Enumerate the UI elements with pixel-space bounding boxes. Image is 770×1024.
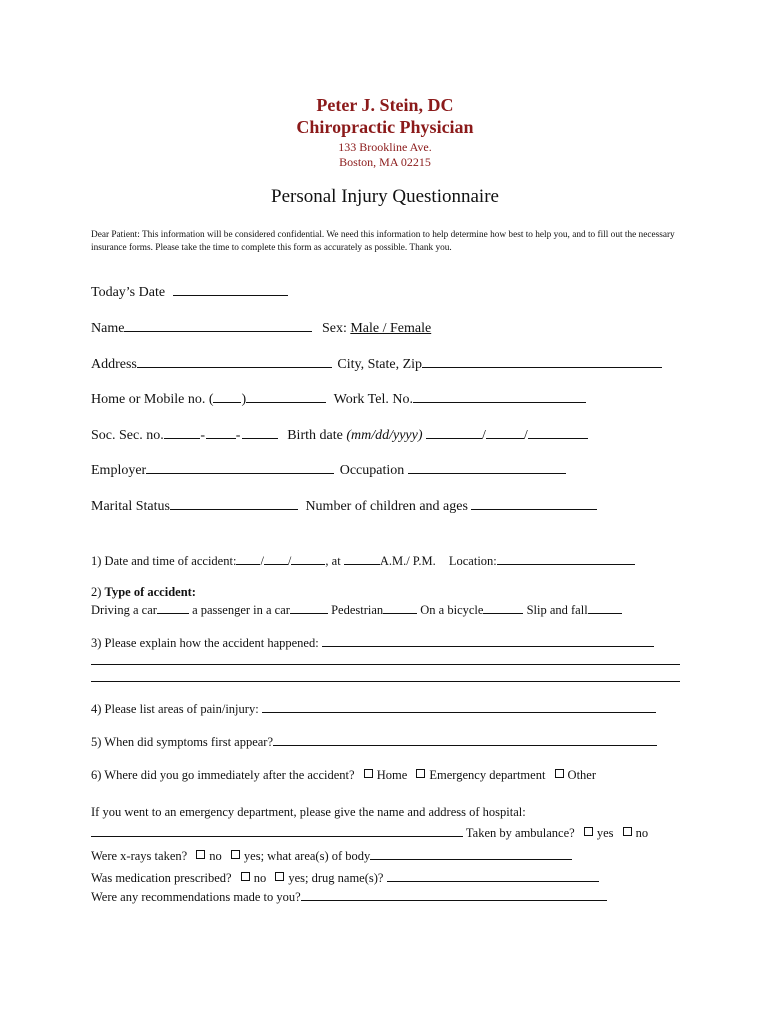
employer-label: Employer [91,463,147,478]
ssn-dash: - [235,428,241,443]
ambulance-yes-label: yes [596,826,614,840]
xrays-row [91,847,572,864]
q2-slip-field[interactable] [588,601,622,614]
birth-date-format: (mm/dd/yyyy) [346,428,423,443]
medication-row [91,869,599,886]
recommendations-label: Were any recommendations made to you? [91,890,301,904]
q3-field[interactable] [322,634,654,647]
intro-note: Dear Patient: This information will be considered confidential. We need this information to help determine how best to help you, and to fill out the necessary insurance forms. Please take the time to complete this form as accurately as possible. Thank you. [91,230,675,253]
q3-label: 3) Please explain how the accident happened: [91,636,319,650]
recommendations-field[interactable] [301,888,607,901]
employer-field[interactable] [146,461,334,474]
q1-time-field[interactable] [344,552,380,565]
q4-row [91,700,656,717]
medication-label: Was medication prescribed? [91,871,232,885]
q3-field-line-3[interactable] [91,681,680,682]
q6-other-label: Other [567,768,597,782]
marital-status-field[interactable] [170,497,298,510]
ssn-field-3[interactable] [242,426,278,439]
address-row [91,355,662,373]
name-row [91,319,431,337]
hospital-field[interactable] [91,824,463,837]
todays-date-row [91,283,288,301]
xrays-yes-checkbox[interactable] [231,850,240,859]
xrays-label: Were x-rays taken? [91,849,188,863]
xrays-no-label: no [209,849,222,863]
q6-row [91,768,596,783]
work-tel-label: Work Tel. No. [333,392,413,407]
q1-year-field[interactable] [291,552,325,565]
area-code-field[interactable] [213,390,241,403]
address-field[interactable] [137,355,332,368]
q4-field[interactable] [262,700,656,713]
ssn-label: Soc. Sec. no. [91,428,164,443]
paren-close: ) [241,392,247,407]
ssn-field-2[interactable] [206,426,236,439]
ambulance-no-label: no [635,826,649,840]
q5-row [91,733,657,750]
q6-home-label: Home [376,768,408,782]
children-field[interactable] [471,497,597,510]
q4-label: 4) Please list areas of pain/injury: [91,702,259,716]
q1-at: , at [325,554,341,568]
birth-year-field[interactable] [528,426,588,439]
city-state-zip-field[interactable] [422,355,662,368]
hospital-label: If you went to an emergency department, please give the name and address of hospital: [91,805,526,819]
sex-options[interactable]: Male / Female [350,321,432,336]
hospital-row [91,824,648,841]
q1-location-field[interactable] [497,552,635,565]
q6-other-checkbox[interactable] [555,769,564,778]
ambulance-yes-checkbox[interactable] [584,827,593,836]
q1-month-field[interactable] [236,552,260,565]
xrays-no-checkbox[interactable] [196,850,205,859]
q2-number: 2) [91,585,102,599]
doctor-name: Peter J. Stein, DC [316,95,454,115]
todays-date-field[interactable] [173,283,288,296]
q2-driving-field[interactable] [157,601,189,614]
occupation-field[interactable] [408,461,566,474]
children-label: Number of children and ages [305,499,468,514]
home-mobile-field[interactable] [246,390,326,403]
todays-date-label: Today’s Date [91,285,166,300]
slash: / [482,428,486,443]
q2-slip-label: Slip and fall [526,603,588,617]
medication-drug-field[interactable] [387,869,599,882]
q2-driving-label: Driving a car [91,603,157,617]
street-address: 133 Brookline Ave. [338,140,432,154]
city-address: Boston, MA 02215 [339,155,431,169]
slash: / [287,554,292,568]
address-label: Address [91,357,137,372]
phone-row [91,390,586,408]
medication-yes-checkbox[interactable] [275,872,284,881]
q6-emergency-checkbox[interactable] [416,769,425,778]
q1-ampm: A.M./ P.M. [379,554,436,568]
xrays-yes-label: yes; what area(s) of body [243,849,371,863]
q2-passenger-label: a passenger in a car [192,603,290,617]
medication-yes-label: yes; drug name(s)? [288,871,384,885]
q3-field-line-2[interactable] [91,664,680,665]
doctor-profession: Chiropractic Physician [296,117,474,137]
q6-emergency-label: Emergency department [429,768,546,782]
work-tel-field[interactable] [413,390,586,403]
q2-pedestrian-field[interactable] [383,601,417,614]
ssn-dash: - [200,428,206,443]
q2-pedestrian-label: Pedestrian [331,603,384,617]
marital-status-label: Marital Status [91,499,170,514]
recommendations-row [91,888,607,905]
slash: / [260,554,264,568]
ssn-row [91,426,588,444]
medication-no-label: no [253,871,267,885]
q2-bicycle-label: On a bicycle [420,603,484,617]
sex-label: Sex: [321,321,347,336]
q1-day-field[interactable] [264,552,288,565]
ambulance-no-checkbox[interactable] [623,827,632,836]
xrays-area-field[interactable] [370,847,572,860]
q5-field[interactable] [273,733,657,746]
medication-no-checkbox[interactable] [241,872,250,881]
q2-passenger-field[interactable] [290,601,328,614]
form-title: Personal Injury Questionnaire [271,186,499,207]
employer-row [91,461,566,479]
q2-options [91,601,622,618]
q1-label: 1) Date and time of accident: [91,554,237,568]
q2-bicycle-field[interactable] [483,601,523,614]
q5-label: 5) When did symptoms first appear? [91,735,274,749]
marital-row [91,497,597,515]
q2-heading [91,585,196,600]
birth-day-field[interactable] [486,426,524,439]
q6-home-checkbox[interactable] [364,769,373,778]
slash: / [523,428,528,443]
occupation-label: Occupation [339,463,405,478]
birth-month-field[interactable] [426,426,482,439]
name-field[interactable] [124,319,312,332]
ssn-field-1[interactable] [164,426,200,439]
ambulance-label: Taken by ambulance? [465,826,575,840]
birth-date-label: Birth date [287,428,343,443]
q6-label: 6) Where did you go immediately after the accident? [91,768,355,782]
city-state-zip-label: City, State, Zip [337,357,423,372]
q1-row [91,552,635,569]
q2-label: Type of accident: [104,585,196,599]
q3-row [91,634,654,651]
name-label: Name [91,321,125,336]
home-mobile-label: Home or Mobile no. ( [91,392,214,407]
q1-location-label: Location: [448,554,497,568]
